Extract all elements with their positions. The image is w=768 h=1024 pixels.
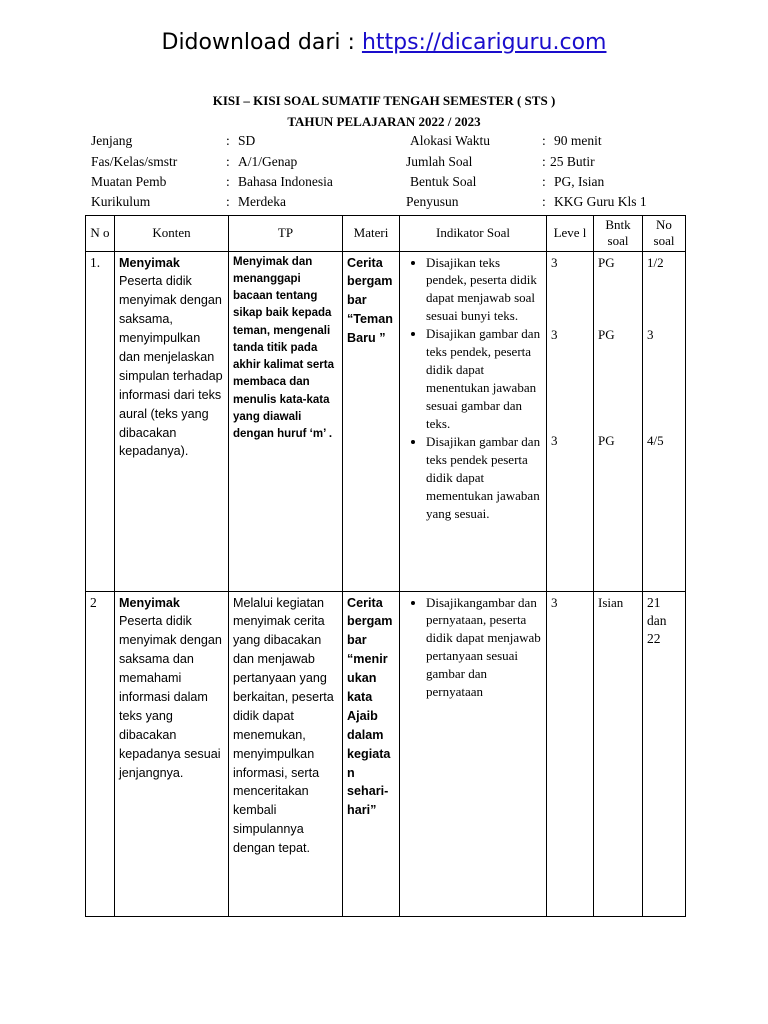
meta-label-bentuk: Bentuk Soal bbox=[410, 174, 477, 189]
meta-value-bentuk: PG, Isian bbox=[554, 174, 605, 189]
indikator-item: • Disajikan gambar dan teks pendek, peserta didik dapat menentukan jawaban sesuai gambar dan teks. bbox=[426, 325, 542, 433]
meta-label-alokasi: Alokasi Waktu bbox=[410, 133, 491, 148]
meta-value-penyusun: KKG Guru Kls 1 bbox=[554, 194, 647, 209]
meta-value-kelas: A/1/Genap bbox=[238, 154, 298, 169]
materi-cell: Cerita bergambar “menirukan kata Ajaib dalam kegiatan sehari-hari” bbox=[343, 591, 400, 916]
indikator-item: • Disajikan gambar dan teks pendek peserta didik dapat mementukan jawaban yang sesuai. bbox=[426, 433, 542, 523]
meta-colon: : bbox=[542, 194, 546, 209]
header-no: N o bbox=[86, 216, 115, 252]
bentuk-value: PG bbox=[598, 432, 615, 448]
level-value: 3 bbox=[551, 254, 558, 270]
download-link[interactable]: https://dicariguru.com bbox=[361, 30, 607, 55]
nosoal-value: 1/2 bbox=[647, 254, 664, 270]
indikator-cell bbox=[400, 251, 547, 591]
bentuk-cell: Isian bbox=[594, 591, 643, 916]
meta-value-jumlah: 25 Butir bbox=[550, 154, 595, 169]
meta-colon: : bbox=[226, 174, 230, 189]
document-subtitle: TAHUN PELAJARAN 2022 / 2023 bbox=[287, 114, 481, 129]
meta-value-jenjang: SD bbox=[238, 133, 256, 148]
tp-cell: Menyimak dan menanggapi bacaan tentang sikap baik kepada teman, mengenali tanda titik pada akhir kalimat serta membaca dan menulis kata-kata yang diawali dengan huruf ‘m’ . bbox=[229, 251, 343, 591]
level-value: 3 bbox=[551, 432, 558, 448]
meta-label-kurikulum: Kurikulum bbox=[91, 194, 151, 209]
level-cell: 3 bbox=[547, 591, 594, 916]
meta-label-kelas: Fas/Kelas/smstr bbox=[91, 154, 178, 169]
meta-label-muatan: Muatan Pemb bbox=[91, 174, 167, 189]
meta-value-muatan: Bahasa Indonesia bbox=[238, 174, 333, 189]
nosoal-cell: 21 dan 22 bbox=[643, 591, 686, 916]
indikator-list bbox=[404, 254, 542, 523]
table-row bbox=[86, 591, 686, 916]
header-tp: TP bbox=[229, 216, 343, 252]
meta-label-jumlah: Jumlah Soal bbox=[406, 154, 473, 169]
header-materi: Materi bbox=[343, 216, 400, 252]
meta-colon: : bbox=[542, 133, 546, 148]
row-number: 2 bbox=[86, 591, 115, 916]
meta-colon: : bbox=[226, 194, 230, 209]
table-header-row bbox=[86, 216, 686, 252]
nosoal-value: 3 bbox=[647, 326, 654, 342]
bentuk-value: PG bbox=[598, 326, 615, 342]
header-konten: Konten bbox=[115, 216, 229, 252]
level-cell bbox=[547, 251, 594, 591]
header-bentuk: Bntk soal bbox=[594, 216, 643, 252]
konten-cell bbox=[115, 591, 229, 916]
header-level: Leve l bbox=[547, 216, 594, 252]
header-nosoal: No soal bbox=[643, 216, 686, 252]
konten-title: Menyimak bbox=[119, 595, 180, 610]
tp-cell: Melalui kegiatan menyimak cerita yang dibacakan dan menjawab pertanyaan yang berkaitan, peserta didik dapat menemukan, menyimpulkan informasi, serta menceritakan kembali simpulannya dengan tepat. bbox=[229, 591, 343, 916]
kisi-table bbox=[85, 215, 686, 917]
konten-title: Menyimak bbox=[119, 255, 180, 270]
level-value: 3 bbox=[551, 326, 558, 342]
indikator-item: • Disajikan teks pendek, peserta didik dapat menjawab soal sesuai bunyi teks. bbox=[426, 254, 542, 326]
document-title: KISI – KISI SOAL SUMATIF TENGAH SEMESTER ( STS ) bbox=[212, 93, 556, 108]
materi-cell: Cerita bergambar “Teman Baru ” bbox=[343, 251, 400, 591]
bentuk-cell bbox=[594, 251, 643, 591]
meta-colon: : bbox=[542, 154, 546, 169]
konten-cell bbox=[115, 251, 229, 591]
meta-label-jenjang: Jenjang bbox=[91, 133, 133, 148]
meta-value-alokasi: 90 menit bbox=[554, 133, 602, 148]
bentuk-value: PG bbox=[598, 254, 615, 270]
meta-colon: : bbox=[226, 133, 230, 148]
nosoal-cell bbox=[643, 251, 686, 591]
meta-colon: : bbox=[542, 174, 546, 189]
indikator-cell bbox=[400, 591, 547, 916]
meta-colon: : bbox=[226, 154, 230, 169]
table-row bbox=[86, 251, 686, 591]
header-indikator: Indikator Soal bbox=[400, 216, 547, 252]
indikator-list bbox=[404, 594, 542, 702]
nosoal-value: 4/5 bbox=[647, 432, 664, 448]
row-number: 1. bbox=[86, 251, 115, 591]
indikator-item: • Disajikangambar dan pernyataan, peserta didik dapat menjawab pertanyaan sesuai gambar dan pernyataan bbox=[426, 594, 542, 702]
konten-body: Peserta didik menyimak dengan saksama dan memahami informasi dalam teks yang dibacakan kepadanya sesuai jenjangnya. bbox=[119, 614, 222, 780]
meta-label-penyusun: Penyusun bbox=[406, 194, 459, 209]
download-banner bbox=[0, 30, 768, 55]
meta-value-kurikulum: Merdeka bbox=[238, 194, 286, 209]
konten-body: Peserta didik menyimak dengan saksama, menyimpulkan dan menjelaskan simpulan terhadap informasi dari teks aural (teks yang dibacakan kepadanya). bbox=[119, 274, 223, 459]
download-prefix: Didownload dari : bbox=[161, 30, 362, 55]
